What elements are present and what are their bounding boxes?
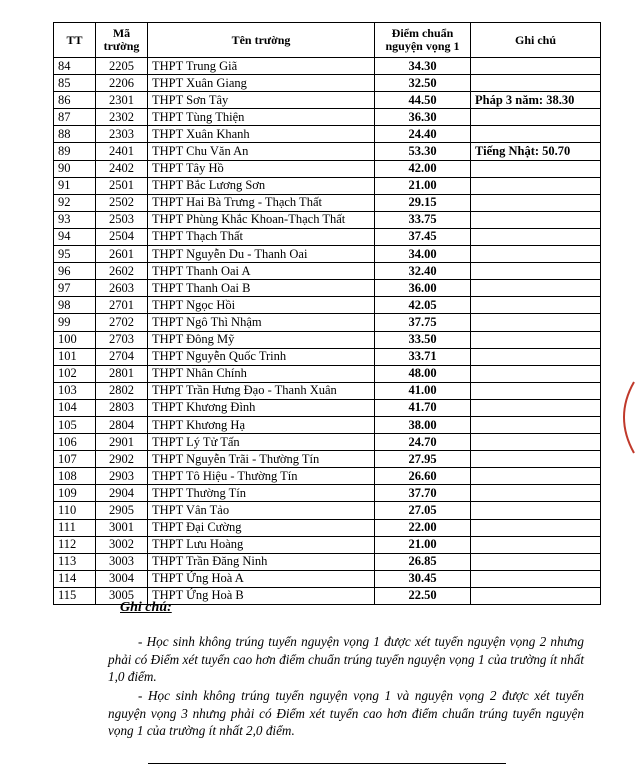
cell-ten-truong: THPT Ngô Thì Nhậm	[148, 314, 375, 331]
cell-diem-chuan: 32.50	[375, 75, 471, 92]
cell-diem-chuan: 42.05	[375, 297, 471, 314]
cell-ma-truong: 2801	[96, 365, 148, 382]
cell-tt: 88	[54, 126, 96, 143]
cell-ten-truong: THPT Lưu Hoàng	[148, 536, 375, 553]
cell-ten-truong: THPT Trần Đăng Ninh	[148, 553, 375, 570]
footer-divider	[148, 763, 506, 764]
cell-ma-truong: 2503	[96, 211, 148, 228]
cell-ma-truong: 2401	[96, 143, 148, 160]
cell-ghi-chu	[471, 246, 601, 263]
cell-ten-truong: THPT Thanh Oai B	[148, 280, 375, 297]
cell-ma-truong: 2901	[96, 434, 148, 451]
table-row	[54, 228, 601, 245]
table-row	[54, 297, 601, 314]
cell-tt: 103	[54, 382, 96, 399]
header-diem-chuan: Điểm chuẩn nguyện vọng 1	[375, 23, 471, 58]
cell-diem-chuan: 21.00	[375, 177, 471, 194]
table-row	[54, 246, 601, 263]
table-row	[54, 434, 601, 451]
table-row	[54, 314, 601, 331]
cell-ten-truong: THPT Thạch Thất	[148, 228, 375, 245]
cell-ten-truong: THPT Đông Mỹ	[148, 331, 375, 348]
table-header-row	[54, 23, 601, 58]
cell-ma-truong: 2804	[96, 416, 148, 433]
cell-ten-truong: THPT Khương Hạ	[148, 416, 375, 433]
cell-diem-chuan: 24.40	[375, 126, 471, 143]
cell-ghi-chu	[471, 382, 601, 399]
cell-tt: 107	[54, 451, 96, 468]
cell-ghi-chu	[471, 160, 601, 177]
cell-ma-truong: 2704	[96, 348, 148, 365]
cell-diem-chuan: 34.30	[375, 58, 471, 75]
table-row	[54, 485, 601, 502]
cell-ghi-chu	[471, 502, 601, 519]
table-row	[54, 536, 601, 553]
cell-ghi-chu	[471, 109, 601, 126]
cell-ten-truong: THPT Sơn Tây	[148, 92, 375, 109]
table-row	[54, 280, 601, 297]
cell-tt: 98	[54, 297, 96, 314]
cell-ghi-chu	[471, 331, 601, 348]
cell-ghi-chu	[471, 468, 601, 485]
cell-tt: 90	[54, 160, 96, 177]
notes-title: Ghi chú:	[120, 600, 172, 615]
cell-diem-chuan: 33.50	[375, 331, 471, 348]
cell-diem-chuan: 22.00	[375, 519, 471, 536]
cell-diem-chuan: 41.00	[375, 382, 471, 399]
cell-ghi-chu	[471, 536, 601, 553]
table-row	[54, 365, 601, 382]
cell-ghi-chu	[471, 75, 601, 92]
cell-tt: 104	[54, 399, 96, 416]
cell-ten-truong: THPT Nguyễn Trãi - Thường Tín	[148, 451, 375, 468]
header-ten-truong: Tên trường	[148, 23, 375, 58]
cell-ten-truong: THPT Chu Văn An	[148, 143, 375, 160]
cell-ma-truong: 2205	[96, 58, 148, 75]
cell-tt: 111	[54, 519, 96, 536]
cell-ghi-chu	[471, 228, 601, 245]
cell-tt: 86	[54, 92, 96, 109]
cell-tt: 109	[54, 485, 96, 502]
cell-diem-chuan: 36.00	[375, 280, 471, 297]
cell-diem-chuan: 21.00	[375, 536, 471, 553]
table-row	[54, 553, 601, 570]
cell-tt: 93	[54, 211, 96, 228]
cell-tt: 92	[54, 194, 96, 211]
table-row	[54, 570, 601, 587]
cell-ghi-chu	[471, 280, 601, 297]
cell-diem-chuan: 33.75	[375, 211, 471, 228]
cell-ma-truong: 2502	[96, 194, 148, 211]
cell-tt: 110	[54, 502, 96, 519]
cell-ma-truong: 2703	[96, 331, 148, 348]
cell-diem-chuan: 29.15	[375, 194, 471, 211]
cell-ghi-chu	[471, 553, 601, 570]
cell-diem-chuan: 36.30	[375, 109, 471, 126]
cell-ma-truong: 2402	[96, 160, 148, 177]
cell-ten-truong: THPT Thanh Oai A	[148, 263, 375, 280]
cell-ghi-chu: Pháp 3 năm: 38.30	[471, 92, 601, 109]
cell-ten-truong: THPT Tây Hồ	[148, 160, 375, 177]
cell-ten-truong: THPT Xuân Giang	[148, 75, 375, 92]
cell-ten-truong: THPT Ứng Hoà B	[148, 587, 375, 604]
cell-ghi-chu	[471, 314, 601, 331]
cell-ten-truong: THPT Thường Tín	[148, 485, 375, 502]
cell-ma-truong: 2701	[96, 297, 148, 314]
cell-diem-chuan: 38.00	[375, 416, 471, 433]
cell-ma-truong: 2501	[96, 177, 148, 194]
cell-ten-truong: THPT Tô Hiệu - Thường Tín	[148, 468, 375, 485]
stamp-edge-icon	[612, 380, 635, 455]
cell-ghi-chu	[471, 263, 601, 280]
cell-ghi-chu	[471, 126, 601, 143]
cell-ten-truong: THPT Ngọc Hồi	[148, 297, 375, 314]
cell-ma-truong: 2603	[96, 280, 148, 297]
cell-ma-truong: 3005	[96, 587, 148, 604]
table-row	[54, 75, 601, 92]
header-ma-truong: Mã trường	[96, 23, 148, 58]
cell-ghi-chu	[471, 348, 601, 365]
cell-diem-chuan: 37.45	[375, 228, 471, 245]
cell-tt: 105	[54, 416, 96, 433]
cell-ma-truong: 3001	[96, 519, 148, 536]
cell-ma-truong: 2303	[96, 126, 148, 143]
cell-tt: 87	[54, 109, 96, 126]
cell-ghi-chu	[471, 58, 601, 75]
cell-tt: 113	[54, 553, 96, 570]
header-ghi-chu: Ghi chú	[471, 23, 601, 58]
cell-ten-truong: THPT Hai Bà Trưng - Thạch Thất	[148, 194, 375, 211]
cell-ghi-chu	[471, 485, 601, 502]
cell-ma-truong: 2504	[96, 228, 148, 245]
cell-diem-chuan: 44.50	[375, 92, 471, 109]
table-row	[54, 211, 601, 228]
note-item: - Học sinh không trúng tuyển nguyện vọng 1 được xét tuyển nguyện vọng 2 nhưng phải có Điểm xét tuyển cao hơn điểm chuẩn trúng tuyển nguyện vọng 1 của trường ít nhất 1,0 điểm.	[108, 634, 584, 684]
cell-tt: 108	[54, 468, 96, 485]
table-row	[54, 126, 601, 143]
cell-ten-truong: THPT Đại Cường	[148, 519, 375, 536]
cell-ma-truong: 3003	[96, 553, 148, 570]
cell-ma-truong: 2206	[96, 75, 148, 92]
cell-tt: 97	[54, 280, 96, 297]
cell-ghi-chu	[471, 211, 601, 228]
table-row	[54, 177, 601, 194]
cell-ten-truong: THPT Nhân Chính	[148, 365, 375, 382]
cell-ma-truong: 3004	[96, 570, 148, 587]
cell-ma-truong: 2904	[96, 485, 148, 502]
table-row	[54, 331, 601, 348]
cell-ma-truong: 2802	[96, 382, 148, 399]
cell-ten-truong: THPT Lý Tử Tấn	[148, 434, 375, 451]
table-row	[54, 399, 601, 416]
header-tt: TT	[54, 23, 96, 58]
cell-tt: 114	[54, 570, 96, 587]
table-row	[54, 382, 601, 399]
cell-ma-truong: 2301	[96, 92, 148, 109]
cell-tt: 85	[54, 75, 96, 92]
cell-tt: 96	[54, 263, 96, 280]
cell-tt: 115	[54, 587, 96, 604]
cell-ghi-chu	[471, 365, 601, 382]
table-row	[54, 348, 601, 365]
cell-diem-chuan: 37.70	[375, 485, 471, 502]
cell-tt: 100	[54, 331, 96, 348]
table-row	[54, 502, 601, 519]
cell-diem-chuan: 41.70	[375, 399, 471, 416]
cell-tt: 112	[54, 536, 96, 553]
cell-diem-chuan: 24.70	[375, 434, 471, 451]
cell-ten-truong: THPT Nguyễn Du - Thanh Oai	[148, 246, 375, 263]
cell-ten-truong: THPT Trung Giã	[148, 58, 375, 75]
cell-ghi-chu	[471, 177, 601, 194]
cell-ten-truong: THPT Phùng Khắc Khoan-Thạch Thất	[148, 211, 375, 228]
cell-ma-truong: 2803	[96, 399, 148, 416]
cell-diem-chuan: 22.50	[375, 587, 471, 604]
table-body	[54, 58, 601, 605]
cell-ten-truong: THPT Ứng Hoà A	[148, 570, 375, 587]
cell-diem-chuan: 37.75	[375, 314, 471, 331]
cell-ghi-chu	[471, 587, 601, 604]
cell-tt: 94	[54, 228, 96, 245]
cell-ma-truong: 2602	[96, 263, 148, 280]
cell-ten-truong: THPT Trần Hưng Đạo - Thanh Xuân	[148, 382, 375, 399]
cell-ma-truong: 2903	[96, 468, 148, 485]
cell-diem-chuan: 42.00	[375, 160, 471, 177]
cell-ghi-chu	[471, 434, 601, 451]
cell-ma-truong: 2905	[96, 502, 148, 519]
cell-diem-chuan: 48.00	[375, 365, 471, 382]
cell-diem-chuan: 27.05	[375, 502, 471, 519]
cell-ghi-chu	[471, 194, 601, 211]
cell-ghi-chu: Tiếng Nhật: 50.70	[471, 143, 601, 160]
cell-ma-truong: 2302	[96, 109, 148, 126]
cell-ghi-chu	[471, 399, 601, 416]
cell-diem-chuan: 53.30	[375, 143, 471, 160]
cell-tt: 101	[54, 348, 96, 365]
cell-diem-chuan: 30.45	[375, 570, 471, 587]
table-row	[54, 58, 601, 75]
cell-ghi-chu	[471, 297, 601, 314]
table-row	[54, 416, 601, 433]
cell-ten-truong: THPT Tùng Thiện	[148, 109, 375, 126]
table-row	[54, 160, 601, 177]
cell-diem-chuan: 32.40	[375, 263, 471, 280]
cell-diem-chuan: 34.00	[375, 246, 471, 263]
cell-ghi-chu	[471, 570, 601, 587]
cell-diem-chuan: 26.60	[375, 468, 471, 485]
table-row	[54, 263, 601, 280]
cell-tt: 102	[54, 365, 96, 382]
cell-ghi-chu	[471, 519, 601, 536]
table-row	[54, 109, 601, 126]
cell-tt: 91	[54, 177, 96, 194]
admission-score-table	[53, 22, 601, 605]
table-row	[54, 468, 601, 485]
cell-ten-truong: THPT Bắc Lương Sơn	[148, 177, 375, 194]
cell-ghi-chu	[471, 416, 601, 433]
table-row	[54, 143, 601, 160]
cell-ma-truong: 2601	[96, 246, 148, 263]
cell-ten-truong: THPT Vân Tảo	[148, 502, 375, 519]
cell-tt: 95	[54, 246, 96, 263]
table-row	[54, 194, 601, 211]
table-row	[54, 451, 601, 468]
cell-ten-truong: THPT Khương Đình	[148, 399, 375, 416]
cell-ten-truong: THPT Nguyễn Quốc Trinh	[148, 348, 375, 365]
cell-diem-chuan: 26.85	[375, 553, 471, 570]
cell-tt: 84	[54, 58, 96, 75]
table-row	[54, 92, 601, 109]
cell-tt: 99	[54, 314, 96, 331]
cell-ma-truong: 2702	[96, 314, 148, 331]
note-item: - Học sinh không trúng tuyển nguyện vọng 1 và nguyện vọng 2 được xét tuyển nguyện vọng 3 nhưng phải có Điểm xét tuyển cao hơn điểm chuẩn trúng tuyển nguyện vọng 1 của trường ít nhất 2,0 điểm.	[108, 688, 584, 738]
cell-ma-truong: 3002	[96, 536, 148, 553]
cell-tt: 89	[54, 143, 96, 160]
cell-ghi-chu	[471, 451, 601, 468]
cell-ma-truong: 2902	[96, 451, 148, 468]
cell-diem-chuan: 33.71	[375, 348, 471, 365]
cell-tt: 106	[54, 434, 96, 451]
cell-ten-truong: THPT Xuân Khanh	[148, 126, 375, 143]
cell-diem-chuan: 27.95	[375, 451, 471, 468]
table-row	[54, 519, 601, 536]
